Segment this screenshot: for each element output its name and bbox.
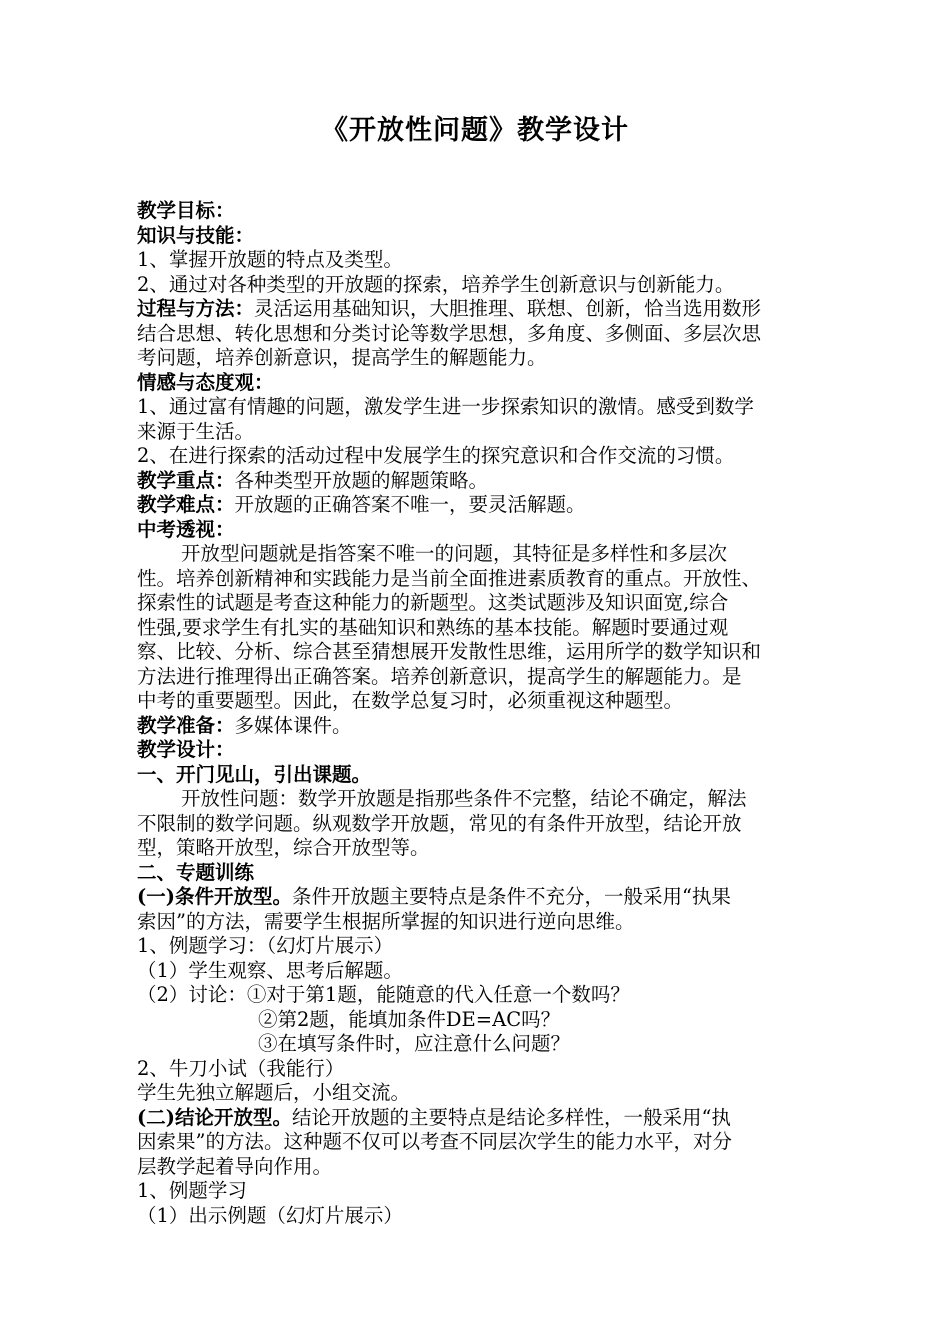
process-paragraph [137, 297, 817, 322]
exam-text-line-3: 探索性的试题是考查这种能力的新题型。这类试题涉及知识面宽,综合 [137, 591, 729, 614]
preparation-label: 教学准备： [137, 713, 235, 737]
condition-item-2-text: 学生先独立解题后，小组交流。 [137, 1081, 411, 1104]
document-body [137, 199, 817, 1228]
exam-text-line-2: 性。培养创新精神和实践能力是当前全面推进素质教育的重点。开放性、 [137, 566, 762, 590]
section-2-heading: 二、专题训练 [137, 860, 255, 884]
conclusion-open-text-line-2: 因索果”的方法。这种题不仅可以考查不同层次学生的能力水平，对分 [137, 1130, 732, 1153]
condition-item-2: 2、牛刀小试（我能行） [137, 1056, 345, 1080]
conclusion-open-text-line-3: 层教学起着导向作用。 [137, 1154, 333, 1178]
exam-text-line-4: 性强,要求学生有扎实的基础知识和熟练的基本技能。解题时要通过观 [137, 615, 729, 639]
attitude-item-1-line-1: 1、通过富有情趣的问题，激发学生进一步探索知识的激情。感受到数学 [137, 395, 754, 418]
key-point-text: 各种类型开放题的解题策略。 [234, 468, 489, 492]
condition-open-label: (一)条件开放型。 [137, 885, 292, 908]
condition-item-1-1: （1）学生观察、思考后解题。 [137, 958, 403, 982]
knowledge-heading: 知识与技能： [137, 223, 255, 247]
knowledge-item-2: 2、通过对各种类型的开放题的探索，培养学生创新意识与创新能力。 [137, 272, 735, 296]
condition-item-1: 1、例题学习：（幻灯片展示） [137, 934, 394, 957]
conclusion-item-1: 1、例题学习 [137, 1179, 247, 1202]
condition-open-paragraph [137, 885, 817, 910]
preparation [137, 714, 817, 739]
section-1-text-line-3: 型，策略开放型，综合开放型等。 [137, 836, 430, 859]
section-1-text-line-1: 开放性问题：数学开放题是指那些条件不完整，结论不确定，解法 [181, 787, 747, 810]
document-title: 《开放性问题》教学设计 [321, 115, 629, 146]
section-1-text-line-2: 不限制的数学问题。纵观数学开放题，常见的有条件开放型，结论开放 [137, 811, 742, 835]
condition-item-1-2-b: ②第2题，能填加条件DE=AC吗？ [258, 1007, 561, 1031]
exam-text-line-5: 察、比较、分析、综合甚至猜想展开发散性思维，运用所学的数学知识和 [137, 640, 762, 663]
difficult-point-text: 开放题的正确答案不唯一，要灵活解题。 [234, 493, 586, 516]
goals-heading: 教学目标： [137, 199, 235, 222]
exam-text-line-6: 方法进行推理得出正确答案。培养创新意识，提高学生的解题能力。是 [137, 664, 742, 688]
process-text-line-3: 考问题，培养创新意识，提高学生的解题能力。 [137, 346, 547, 369]
exam-heading: 中考透视： [137, 517, 235, 541]
condition-item-1-2: （2）讨论：①对于第1题，能随意的代入任意一个数吗？ [137, 983, 630, 1006]
condition-open-text-line-2: 索因”的方法，需要学生根据所掌握的知识进行逆向思维。 [137, 909, 635, 933]
process-label: 过程与方法： [137, 297, 255, 320]
preparation-text: 多媒体课件。 [234, 713, 352, 737]
conclusion-open-paragraph [137, 1106, 817, 1131]
condition-item-1-2-c: ③在填写条件时，应注意什么问题？ [258, 1032, 571, 1055]
exam-text-line-1: 开放型问题就是指答案不唯一的问题，其特征是多样性和多层次 [181, 542, 728, 565]
difficult-point-label: 教学难点： [137, 493, 235, 516]
attitude-heading: 情感与态度观： [137, 370, 274, 394]
conclusion-item-1-1: （1）出示例题（幻灯片展示） [137, 1203, 403, 1227]
attitude-item-1-line-2: 来源于生活。 [137, 419, 255, 443]
conclusion-open-text-line-1: 结论开放题的主要特点是结论多样性，一般采用“执 [291, 1105, 731, 1129]
conclusion-open-label: (二)结论开放型。 [137, 1105, 292, 1129]
knowledge-item-1: 1、掌握开放题的特点及类型。 [137, 248, 403, 271]
section-1-heading: 一、开门见山，引出课题。 [137, 762, 372, 786]
condition-open-text-line-1: 条件开放题主要特点是条件不充分，一般采用“执果 [291, 885, 731, 908]
key-point [137, 469, 817, 494]
exam-text-line-7: 中考的重要题型。因此，在数学总复习时，必须重视这种题型。 [137, 689, 684, 712]
process-text-line-2: 结合思想、转化思想和分类讨论等数学思想，多角度、多侧面、多层次思 [137, 321, 762, 345]
design-heading: 教学设计： [137, 738, 235, 761]
difficult-point [137, 493, 817, 518]
process-text-line-1: 灵活运用基础知识，大胆推理、联想、创新，恰当选用数形 [254, 297, 762, 320]
attitude-item-2: 2、在进行探索的活动过程中发展学生的探究意识和合作交流的习惯。 [137, 444, 735, 467]
key-point-label: 教学重点： [137, 468, 235, 492]
